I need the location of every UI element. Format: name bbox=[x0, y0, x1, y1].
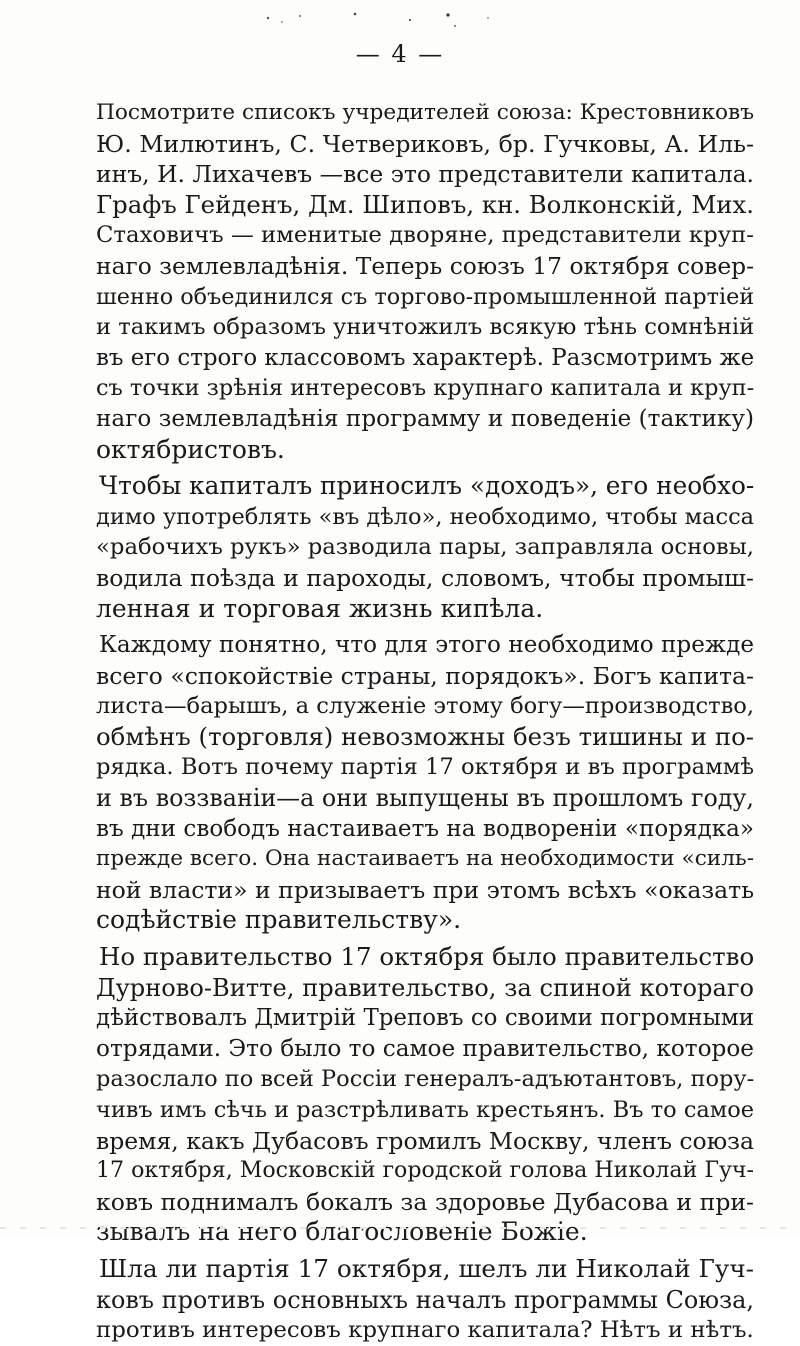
text-line: наго землевладѣнія. Теперь союзъ 17 октября совер- bbox=[96, 251, 754, 280]
text-line: димо употреблять «въ дѣло», необходимо, чтобы масса bbox=[96, 503, 755, 530]
paragraph bbox=[96, 1254, 754, 1346]
scan-edge-noise bbox=[0, 1222, 800, 1234]
text-line: ковъ поднималъ бокалъ за здоровье Дубасова и при- bbox=[96, 1187, 754, 1216]
text-line: содѣйствіе правительству». bbox=[96, 905, 462, 935]
text-line: Графъ Гейденъ, Дм. Шиповъ, кн. Волконскій, Мих. bbox=[96, 189, 754, 219]
page-number: — 4 — bbox=[355, 40, 445, 68]
text-line: Дурново-Витте, правительство, за спиной котораго bbox=[96, 973, 754, 1002]
text-line: водила поѣзда и пароходы, словомъ, чтобы промыш- bbox=[96, 563, 754, 592]
text-line: разослало по всей Россіи генералъ-адъютантовъ, пору- bbox=[96, 1066, 755, 1093]
text-line: съ точки зрѣнія интересовъ крупнаго капитала и круп- bbox=[96, 375, 755, 402]
text-line: время, какъ Дубасовъ громилъ Москву, членъ союза bbox=[96, 1126, 754, 1155]
text-line: прежде всего. Она настаиваетъ на необходимости «силь- bbox=[96, 846, 754, 872]
text-line: ковъ противъ основныхъ началъ программы Союза, bbox=[96, 1285, 754, 1314]
text-line: въ его строго классовомъ характерѣ. Разсмотримъ же bbox=[96, 344, 755, 371]
text-line: дѣйствовалъ Дмитрій Треповъ со своими погромными bbox=[96, 1005, 754, 1032]
text-line: обмѣнъ (торговля) невозможны безъ тишины и по- bbox=[96, 721, 754, 751]
text-line: Стаховичъ — именитые дворяне, представители круп- bbox=[96, 222, 754, 249]
text-line: ной власти» и призываетъ при этомъ всѣхъ «оказать bbox=[96, 875, 754, 904]
text-line: наго землевладѣнія программу и поведеніе (тактику) bbox=[96, 405, 754, 432]
text-line: «рабочихъ рукъ» разводила пары, заправляла основы, bbox=[96, 534, 754, 561]
text-line: ленная и торговая жизнь кипѣла. bbox=[96, 593, 544, 623]
text-line: и въ воззваніи—а они выпущены въ прошломъ году, bbox=[96, 784, 754, 813]
text-line: чивъ имъ сѣчь и разстрѣливать крестьянъ. Въ то самое bbox=[96, 1097, 754, 1123]
paragraph bbox=[96, 98, 754, 465]
text-line: октябристовъ. bbox=[96, 434, 285, 464]
text-line: Посмотрите списокъ учредителей союза: Крестовниковъ bbox=[96, 100, 754, 125]
text-line: и такимъ образомъ уничтожилъ всякую тѣнь сомнѣній bbox=[96, 314, 755, 341]
text-line: Но правительство 17 октября было правительство bbox=[99, 942, 755, 972]
text-line: Каждому понятно, что для этого необходимо прежде bbox=[99, 632, 754, 659]
text-line: отрядами. Это было то самое правительство, которое bbox=[96, 1034, 755, 1062]
text-line: Шла ли партія 17 октября, шелъ ли Николай Гуч- bbox=[99, 1253, 754, 1283]
text-line: противъ интересовъ крупнаго капитала? Нѣтъ и нѣтъ. bbox=[96, 1317, 754, 1344]
text-line: Ю. Милютинъ, С. Четвериковъ, бр. Гучковы, А. Иль- bbox=[96, 129, 754, 158]
paragraph bbox=[96, 471, 754, 624]
text-line: шенно объединился съ торгово-промышленной партіей bbox=[96, 283, 755, 310]
text-line: листа—барышъ, а служеніе этому богу—производство, bbox=[96, 693, 755, 720]
text-line: 17 октября, Московскій городской голова Николай Гуч- bbox=[96, 1158, 754, 1184]
paragraph bbox=[96, 630, 754, 936]
text-line: всего «спокойствіе страны, порядокъ». Богъ капита- bbox=[96, 661, 754, 690]
text-line: рядка. Вотъ почему партія 17 октября и въ программѣ bbox=[96, 754, 754, 781]
text-line: въ дни свободъ настаиваетъ на водвореніи «порядка» bbox=[96, 815, 754, 842]
body-text bbox=[96, 98, 754, 1346]
text-line: инъ, И. Лихачевъ —все это представители капитала. bbox=[96, 160, 754, 189]
text-line: зывалъ на него благословеніе Божіе. bbox=[96, 1217, 588, 1247]
paragraph bbox=[96, 942, 754, 1248]
text-line: Чтобы капиталъ приносилъ «доходъ», его необхо- bbox=[99, 471, 755, 501]
